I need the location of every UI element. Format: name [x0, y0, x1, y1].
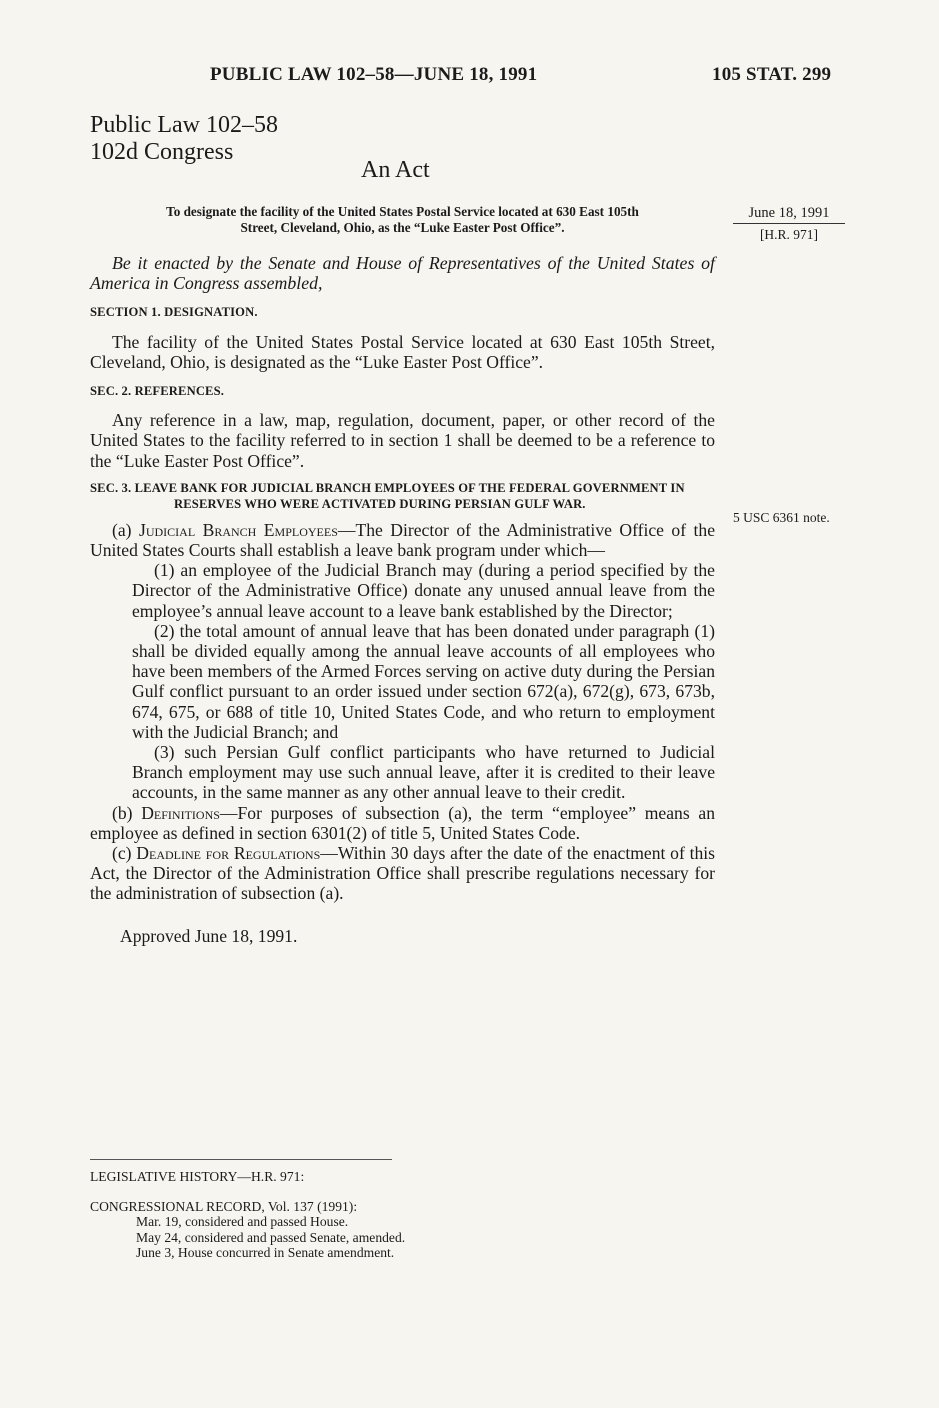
- section-1-heading: SECTION 1. DESIGNATION.: [90, 305, 258, 320]
- subsection-a-text: —The Director of the Administrative Office of the United States Courts shall establish a leave bank program under which—: [90, 519, 716, 561]
- congressional-record: CONGRESSIONAL RECORD, Vol. 137 (1991):: [90, 1198, 358, 1214]
- running-head-page-number: 105 STAT. 299: [712, 64, 832, 85]
- margin-usc-note: 5 USC 6361 note.: [733, 510, 830, 525]
- subsection-b: [90, 803, 715, 843]
- subsection-b-caption: Definitions: [141, 802, 220, 823]
- law-designation: [90, 112, 278, 166]
- section-2-text: Any reference in a law, map, regulation, document, paper, or other record of the United States to the facility referred to in section 1 shall be deemed to be a reference to the “Luke Easter Post Office”.: [90, 410, 715, 471]
- paragraph-3: (3) such Persian Gulf conflict participants who have returned to Judicial Branch employment may use such annual leave, after it is credited to their leave accounts, in the same manner as any other annual leave to their credit.: [132, 742, 715, 803]
- margin-date: June 18, 1991: [733, 204, 845, 224]
- enacting-clause: Be it enacted by the Senate and House of Representatives of the United States of America in Congress assembled,: [90, 253, 715, 294]
- approval-line: Approved June 18, 1991.: [120, 925, 298, 946]
- section-3-label: SEC. 3.: [90, 480, 132, 495]
- paragraph-1: (1) an employee of the Judicial Branch may (during a period specified by the Director of the Administrative Office) donate any unused annual leave from the employee’s annual leave account to a leave bank established by the Director;: [132, 560, 715, 621]
- purpose-line-1: To designate the facility of the United States Postal Service located at 630 East 105th: [166, 204, 639, 219]
- subsection-c-caption: Deadline for Regulations: [136, 843, 321, 864]
- section-2-heading: SEC. 2. REFERENCES.: [90, 384, 225, 399]
- congress-number: 102d Congress: [90, 139, 234, 165]
- margin-bill-number: [H.R. 971]: [759, 227, 819, 242]
- section-3-heading: [90, 480, 715, 512]
- subsection-c-text: —Within 30 days after the date of the enactment of this Act, the Director of the Administration Office shall prescribe regulations necessary for the administration of subsection (a).: [90, 843, 715, 904]
- section-1-text: The facility of the United States Postal Service located at 630 East 105th Street, Cleveland, Ohio, is designated as the “Luke Easter Post Office”.: [90, 331, 715, 372]
- subsection-b-text: —For purposes of subsection (a), the term “employee” means an employee as defined in section 6301(2) of title 5, United States Code.: [90, 802, 715, 843]
- statute-body: [90, 253, 715, 946]
- purpose-line-2: Street, Cleveland, Ohio, as the “Luke Easter Post Office”.: [240, 220, 565, 235]
- legislative-history-heading: LEGISLATIVE HISTORY—H.R. 971:: [90, 1169, 305, 1184]
- purpose-statement: [90, 204, 715, 236]
- public-law-number: Public Law 102–58: [90, 112, 278, 138]
- margin-approval-info: [733, 204, 845, 244]
- subsection-a-label: (a): [112, 519, 132, 540]
- act-title: An Act: [361, 157, 430, 183]
- footnote-divider: [90, 1159, 392, 1160]
- history-entry: June 3, House concurred in Senate amendment.: [136, 1245, 395, 1260]
- subsection-a-caption: Judicial Branch Employees: [138, 519, 338, 540]
- section-3-title: LEAVE BANK FOR JUDICIAL BRANCH EMPLOYEES OF THE FEDERAL GOVERNMENT IN RESERVES WHO WERE ACTIVATED DURING PERSIAN GULF WAR.: [134, 480, 685, 511]
- history-entry: May 24, considered and passed Senate, amended.: [136, 1229, 406, 1245]
- history-entry: Mar. 19, considered and passed House.: [136, 1214, 349, 1229]
- subsection-c-label: (c): [112, 843, 132, 864]
- legislative-history: [90, 1169, 405, 1261]
- paragraph-2: (2) the total amount of annual leave that has been donated under paragraph (1) shall be divided equally among the annual leave accounts of all employees who have been members of the Armed Forces serving on active duty during the Persian Gulf conflict pursuant to an order issued under section 672(a), 672(g), 673, 673b, 674, 675, or 688 of title 10, United States Code, and who return to employment with the Judicial Branch; and: [132, 620, 715, 742]
- subsection-a: [90, 520, 715, 560]
- running-head-title: PUBLIC LAW 102–58—JUNE 18, 1991: [210, 64, 538, 85]
- subsection-b-label: (b): [112, 802, 133, 823]
- subsection-c: [90, 843, 715, 904]
